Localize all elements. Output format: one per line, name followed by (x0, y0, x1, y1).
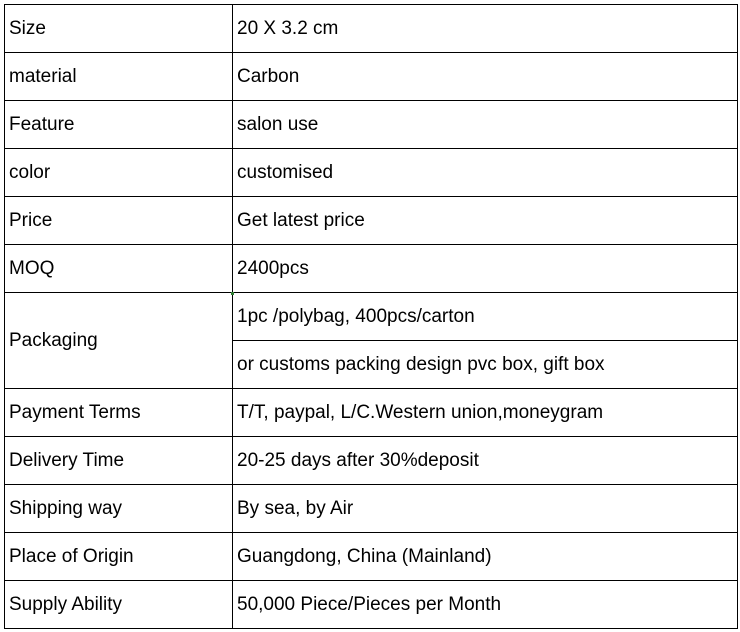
table-row-size (5, 5, 738, 53)
spec-table (4, 4, 738, 629)
table-row-material (5, 53, 738, 101)
color-label: color (5, 149, 233, 197)
material-label: material (5, 53, 233, 101)
place-of-origin-value: Guangdong, China (Mainland) (233, 533, 738, 581)
size-label: Size (5, 5, 233, 53)
shipping-way-label: Shipping way (5, 485, 233, 533)
price-label: Price (5, 197, 233, 245)
table-row-delivery-time (5, 437, 738, 485)
selection-mark (231, 292, 234, 295)
moq-value: 2400pcs (233, 245, 738, 293)
table-row-payment-terms (5, 389, 738, 437)
table-row-color (5, 149, 738, 197)
table-row-shipping-way (5, 485, 738, 533)
table-row-packaging (5, 293, 738, 341)
table-row-place-of-origin (5, 533, 738, 581)
material-value: Carbon (233, 53, 738, 101)
feature-label: Feature (5, 101, 233, 149)
moq-label: MOQ (5, 245, 233, 293)
table-row-supply-ability (5, 581, 738, 629)
color-value: customised (233, 149, 738, 197)
table-row-moq (5, 245, 738, 293)
packaging-value-1: 1pc /polybag, 400pcs/carton (233, 293, 738, 341)
table-row-price (5, 197, 738, 245)
shipping-way-value: By sea, by Air (233, 485, 738, 533)
size-value: 20 X 3.2 cm (233, 5, 738, 53)
table-row-feature (5, 101, 738, 149)
delivery-time-value: 20-25 days after 30%deposit (233, 437, 738, 485)
supply-ability-label: Supply Ability (5, 581, 233, 629)
place-of-origin-label: Place of Origin (5, 533, 233, 581)
packaging-label: Packaging (5, 293, 233, 389)
supply-ability-value: 50,000 Piece/Pieces per Month (233, 581, 738, 629)
delivery-time-label: Delivery Time (5, 437, 233, 485)
feature-value: salon use (233, 101, 738, 149)
packaging-value-2: or customs packing design pvc box, gift box (233, 341, 738, 389)
payment-terms-label: Payment Terms (5, 389, 233, 437)
payment-terms-value: T/T, paypal, L/C.Western union,moneygram (233, 389, 738, 437)
price-value: Get latest price (233, 197, 738, 245)
